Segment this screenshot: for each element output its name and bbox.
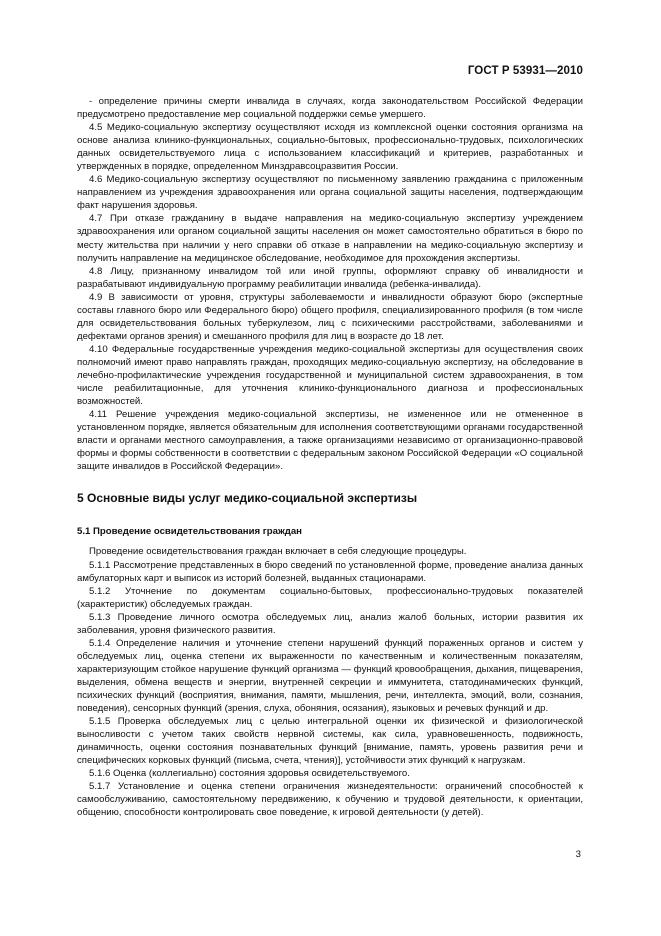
paragraph-5-1-3: 5.1.3 Проведение личного осмотра обследуемых лиц, анализ жалоб больных, истории развития их заболевания, уровня физического развития. xyxy=(77,611,583,636)
paragraph-4-6: 4.6 Медико-социальную экспертизу осуществляют по письменному заявлению гражданина с приложенным направлением из учреждения здравоохранения или органа социальной защиты населения, подтверждающим факт нарушения здоровья. xyxy=(77,174,583,212)
page-number: 3 xyxy=(575,849,581,860)
paragraph-4-11: 4.11 Решение учреждения медико-социальной экспертизы, не измененное или не отмененное в установленном порядке, является обязательным для исполнения соответствующими органами государственной власти и органами местного самоуправления, а также организациями независимо от организационно-правовой формы и формы собственности в соответствии с федеральным законом Российской Федерации «О социальной защите инвалидов в Российской Федерации». xyxy=(77,409,583,473)
paragraph-5-1-1: 5.1.1 Рассмотрение представленных в бюро сведений по установленной форме, проведение анализа данных амбулаторных карт и выписок из историй болезней, выданных стационарами. xyxy=(77,559,583,584)
paragraph-4-9: 4.9 В зависимости от уровня, структуры заболеваемости и инвалидности образуют бюро (экспертные составы главного бюро или Федерального бюро) общего профиля, специализированного профиля (в том числе для освидетельствования больных туберкулезом, лиц с психическими расстройствами, заболеваниями и дефектами органов зрения) и смешанного профиля для лиц в возрасте до 18 лет. xyxy=(77,291,583,342)
paragraph-5-1-5: 5.1.5 Проверка обследуемых лиц с целью интегральной оценки их физической и физиологической выносливости с учетом таких свойств нервной системы, как сила, уравновешенность, подвижность, динамичность, оценки состояния познавательных функций [внимание, память, уровень развития речи и специфических корковых функций (письма, счета, чтения)], устойчивости этих функций к нагрузкам. xyxy=(77,716,583,767)
subsection-title: 5.1 Проведение освидетельствования граждан xyxy=(77,526,302,538)
document-number-header: ГОСТ Р 53931—2010 xyxy=(467,65,583,77)
paragraph-4-5: 4.5 Медико-социальную экспертизу осуществляют исходя из комплексной оценки состояния организма на основе анализа клинико-функциональных, социально-бытовых, профессионально-трудовых, психологических данных освидетельствуемого лица с использованием классификаций и критериев, разработанных и утвержденных в порядке, определенном Минздравсоцразвития России. xyxy=(77,122,583,173)
paragraph-5-1-2: 5.1.2 Уточнение по документам социально-бытовых, профессионально-трудовых показателей (характеристик) обследуемых граждан. xyxy=(77,585,583,610)
paragraph-5-1-7: 5.1.7 Установление и оценка степени ограничения жизнедеятельности: ограничений способностей к самообслуживанию, самостоятельному передвижению, к обучению и трудовой деятельности, к ориентации, общению, способности контролировать свое поведение, к игровой деятельности (у детей). xyxy=(77,781,583,819)
paragraph-5-1-4: 5.1.4 Определение наличия и уточнение степени нарушений функций пораженных органов и систем у обследуемых лиц, оценка степени их выраженности по качественным и количественным показателям, характеризующим стойкое нарушение функций организма — функций кровообращения, дыхания, пищеварения, выделения, обмена веществ и энергии, внутренней секреции и иммунитета, статодинамических функций, психических функций (восприятия, внимания, памяти, мышления, речи, интеллекта, эмоций, воли, сознания, поведения), сенсорных функций (зрения, слуха, обоняния, осязания), языковых и речевых функций и др. xyxy=(77,637,583,715)
paragraph-5-1-6: 5.1.6 Оценка (коллегиально) состояния здоровья освидетельствуемого. xyxy=(89,768,410,780)
paragraph-4-10: 4.10 Федеральные государственные учреждения медико-социальной экспертизы для осуществления своих полномочий имеют право направлять граждан, проходящих медико-социальную экспертизу, на обследование в лечебно-профилактические учреждения государственной и муниципальной систем здравоохранения, в том числе реабилитационные, для уточнения клинико-функционального диагноза и профессиональных возможностей. xyxy=(77,343,583,408)
document-body xyxy=(77,95,583,819)
paragraph: - определение причины смерти инвалида в случаях, когда законодательством Российской Федерации предусмотрено предоставление мер социальной поддержки семье умершего. xyxy=(77,96,583,121)
paragraph-intro: Проведение освидетельствования граждан включает в себя следующие процедуры. xyxy=(89,546,467,558)
section-title: 5 Основные виды услуг медико-социальной экспертизы xyxy=(77,491,418,506)
paragraph-4-8: 4.8 Лицу, признанному инвалидом той или иной группы, оформляют справку об инвалидности и разрабатывают индивидуальную программу реабилитации инвалида (ребенка-инвалида). xyxy=(77,265,583,290)
paragraph-4-7: 4.7 При отказе гражданину в выдаче направления на медико-социальную экспертизу учреждением здравоохранения или органом социальной защиты населения он может самостоятельно обратиться в бюро по месту жительства при наличии у него справки об отказе в направлении на медико-социальную экспертизу и получить направление на медицинское обследование, необходимое для прохождения экспертизы. xyxy=(77,213,583,264)
